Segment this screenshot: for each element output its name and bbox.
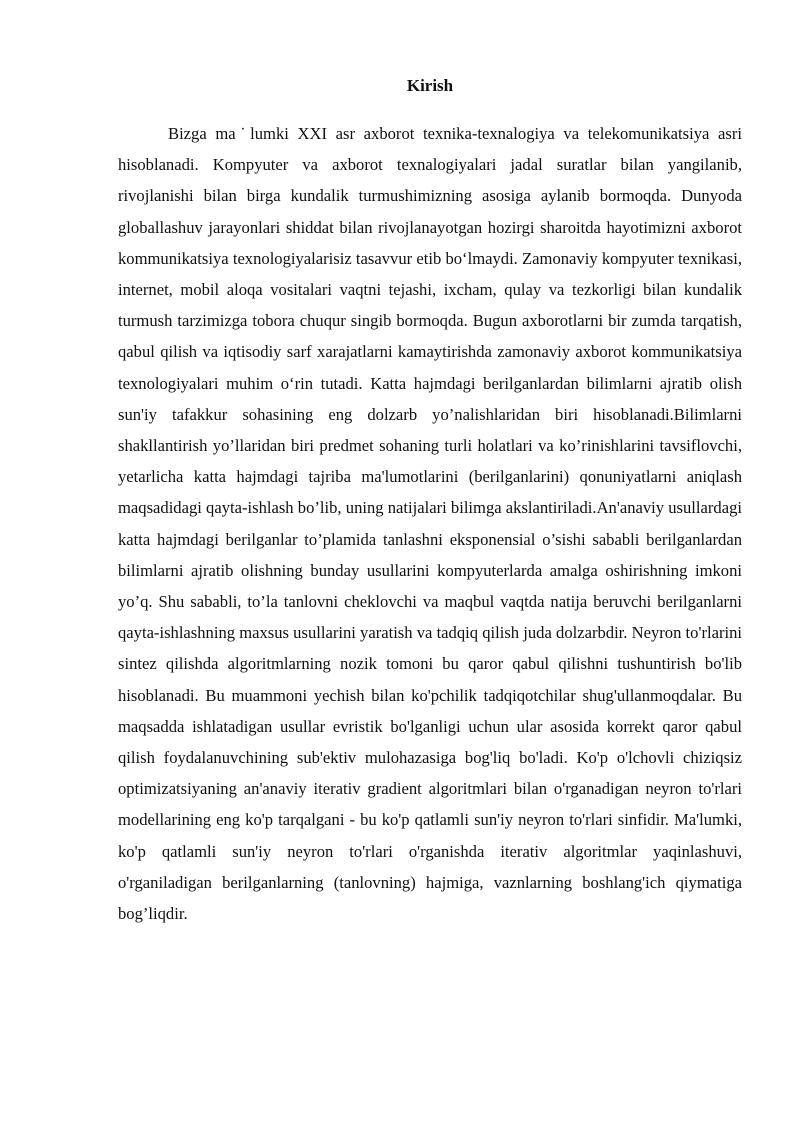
body-paragraph: Bizga ma˙lumki XXI asr axborot texnika-texnalogiya va telekomunikatsiya asri hisoblanadi. Kompyuter va axborot texnalogiyalari jadal suratlar bilan yangilanib, rivojlanishi bilan birga kundalik turmushimizning asosiga aylanib bormoqda. Dunyoda globallashuv jarayonlari shiddat bilan rivojlanayotgan hozirgi sharoitda hayotimizni axborot kommunikatsiya texnologiyalarisiz tasavvur etib bo‘lmaydi. Zamonaviy kompyuter texnikasi, internet, mobil aloqa vositalari vaqtni tejashi, ixcham, qulay va tezkorligi bilan kundalik turmush tarzimizga tobora chuqur singib bormoqda. Bugun axborotlarni bir zumda tarqatish, qabul qilish va iqtisodiy sarf xarajatlarni kamaytirishda zamonaviy axborot kommunikatsiya texnologiyalari muhim o‘rin tutadi. Katta hajmdagi berilganlardan bilimlarni ajratib olish sun'iy tafakkur sohasining eng dolzarb yo’nalishlaridan biri hisoblanadi.Bilimlarni shakllantirish yo’llaridan biri predmet sohaning turli holatlari va ko’rinishlarini tavsiflovchi, yetarlicha katta hajmdagi tajriba ma'lumotlarini (berilganlarini) qonuniyatlarni aniqlash maqsadidagi qayta-ishlash bo’lib, uning natijalari bilimga akslantiriladi.An'anaviy usullardagi katta hajmdagi berilganlar to’plamida tanlashni eksponensial o’sishi sababli berilganlardan bilimlarni ajratib olishning bunday usullarini kompyuterlarda amalga oshirishning imkoni yo’q. Shu sababli, to’la tanlovni cheklovchi va maqbul vaqtda natija beruvchi berilganlarni qayta-ishlashning maxsus usullarini yaratish va tadqiq qilish juda dolzarbdir. Neyron to'rlarini sintez qilishda algoritmlarning nozik tomoni bu qaror qabul qilishni tushuntirish bo'lib hisoblanadi. Bu muammoni yechish bilan ko'pchilik tadqiqotchilar shug'ullanmoqdalar. Bu maqsadda ishlatadigan usullar evristik bo'lganligi uchun ular asosida korrekt qaror qabul qilish foydalanuvchining sub'ektiv mulohazasiga bog'liq bo'ladi. Ko'p o'lchovli chiziqsiz optimizatsiyaning an'anaviy iterativ gradient algoritmlari bilan o'rganadigan neyron to'rlari modellarining eng ko'p tarqalgani - bu ko'p qatlamli sun'iy neyron to'rlari sinfidir. Ma'lumki, ko'p qatlamli sun'iy neyron to'rlari o'rganishda iterativ algoritmlar yaqinlashuvi, o'rganiladigan berilganlarning (tanlovning) hajmiga, vaznlarning boshlang'ich qiymatiga bog’liqdir. (118, 124, 742, 924)
page-title: Kirish (406, 76, 454, 95)
